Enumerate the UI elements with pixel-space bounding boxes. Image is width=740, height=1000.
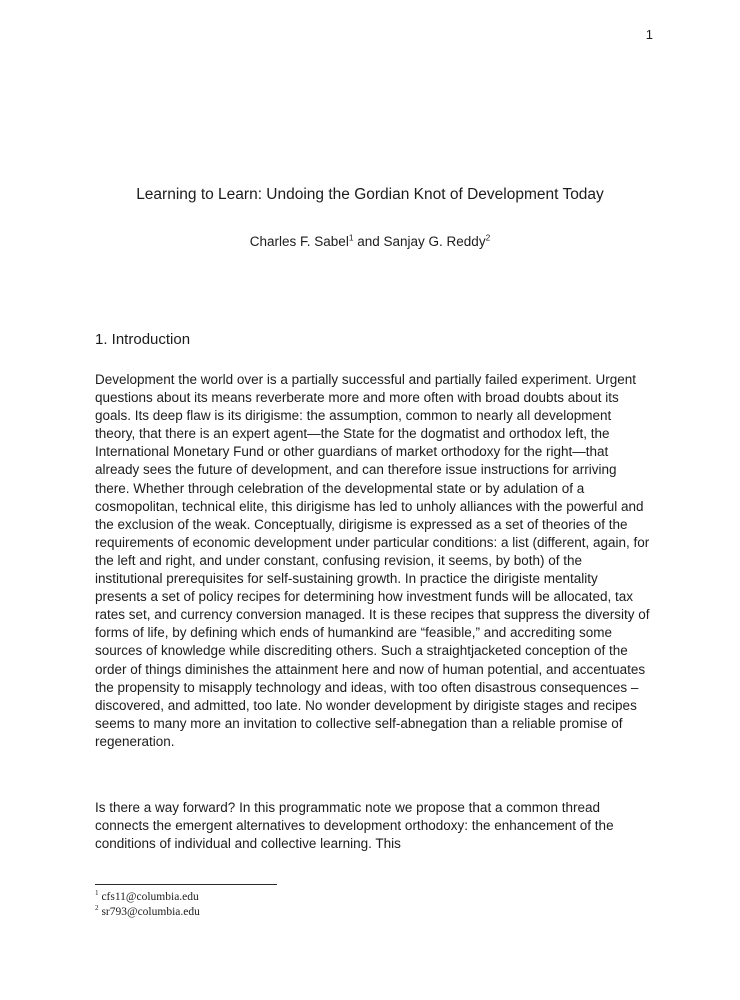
author-2-footnote-marker: 2 bbox=[485, 232, 491, 243]
section-heading-introduction: 1. Introduction bbox=[95, 331, 191, 348]
author-1-name: Charles F. Sabel bbox=[249, 234, 349, 249]
footnote-1 bbox=[95, 890, 200, 905]
authors-conjunction: and bbox=[353, 234, 384, 249]
author-2-name: Sanjay G. Reddy bbox=[383, 234, 486, 249]
footnote-2 bbox=[95, 905, 200, 920]
footnote-1-text: cfs11@columbia.edu bbox=[101, 891, 199, 903]
footnote-1-marker: 1 bbox=[95, 889, 99, 898]
footnotes-block bbox=[95, 890, 200, 920]
page-number: 1 bbox=[645, 27, 653, 42]
footnote-2-marker: 2 bbox=[95, 904, 99, 913]
author-1-footnote-marker: 1 bbox=[348, 232, 354, 243]
footnote-2-text: sr793@columbia.edu bbox=[101, 906, 200, 918]
authors-line bbox=[0, 234, 740, 249]
paper-title: Learning to Learn: Undoing the Gordian Knot of Development Today bbox=[136, 186, 604, 203]
body-paragraph-2: Is there a way forward? In this programmatic note we propose that a common thread connects the emergent alternatives to development orthodoxy: the enhancement of the conditions of individual and collective learning. This bbox=[95, 800, 614, 852]
footnote-separator-rule bbox=[95, 884, 277, 885]
body-paragraph-1: Development the world over is a partially successful and partially failed experiment. Urgent questions about its means reverberate more and more often with broad doubts about its goals. Its deep flaw is its dirigisme: the assumption, common to nearly all development theory, that there is an expert agent—the State for the dogmatist and orthodox left, the International Monetary Fund or other guardians of market orthodoxy for the right—that already sees the future of development, and can therefore issue instructions for arriving there. Whether through celebration of the developmental state or by adulation of a cosmopolitan, technical elite, this dirigisme has led to unholy alliances with the powerful and the exclusion of the weak. Conceptually, dirigisme is expressed as a set of theories of the requirements of economic development under particular conditions: a list (different, again, for the left and right, and under constant, confusing revision, it seems, by both) of the institutional prerequisites for self-sustaining growth. In practice the dirigiste mentality presents a set of policy recipes for determining how investment funds will be allocated, tax rates set, and currency conversion managed. It is these recipes that suppress the diversity of forms of life, by defining which ends of humankind are “feasible,” and accrediting some sources of knowledge while discrediting others. Such a straightjacketed conception of the order of things diminishes the attainment here and now of human potential, and accentuates the propensity to misapply technology and ideas, with too often disastrous consequences – discovered, and admitted, too late. No wonder development by dirigiste stages and recipes seems to many more an invitation to collective self-abnegation than a reliable promise of regeneration. bbox=[95, 372, 650, 749]
